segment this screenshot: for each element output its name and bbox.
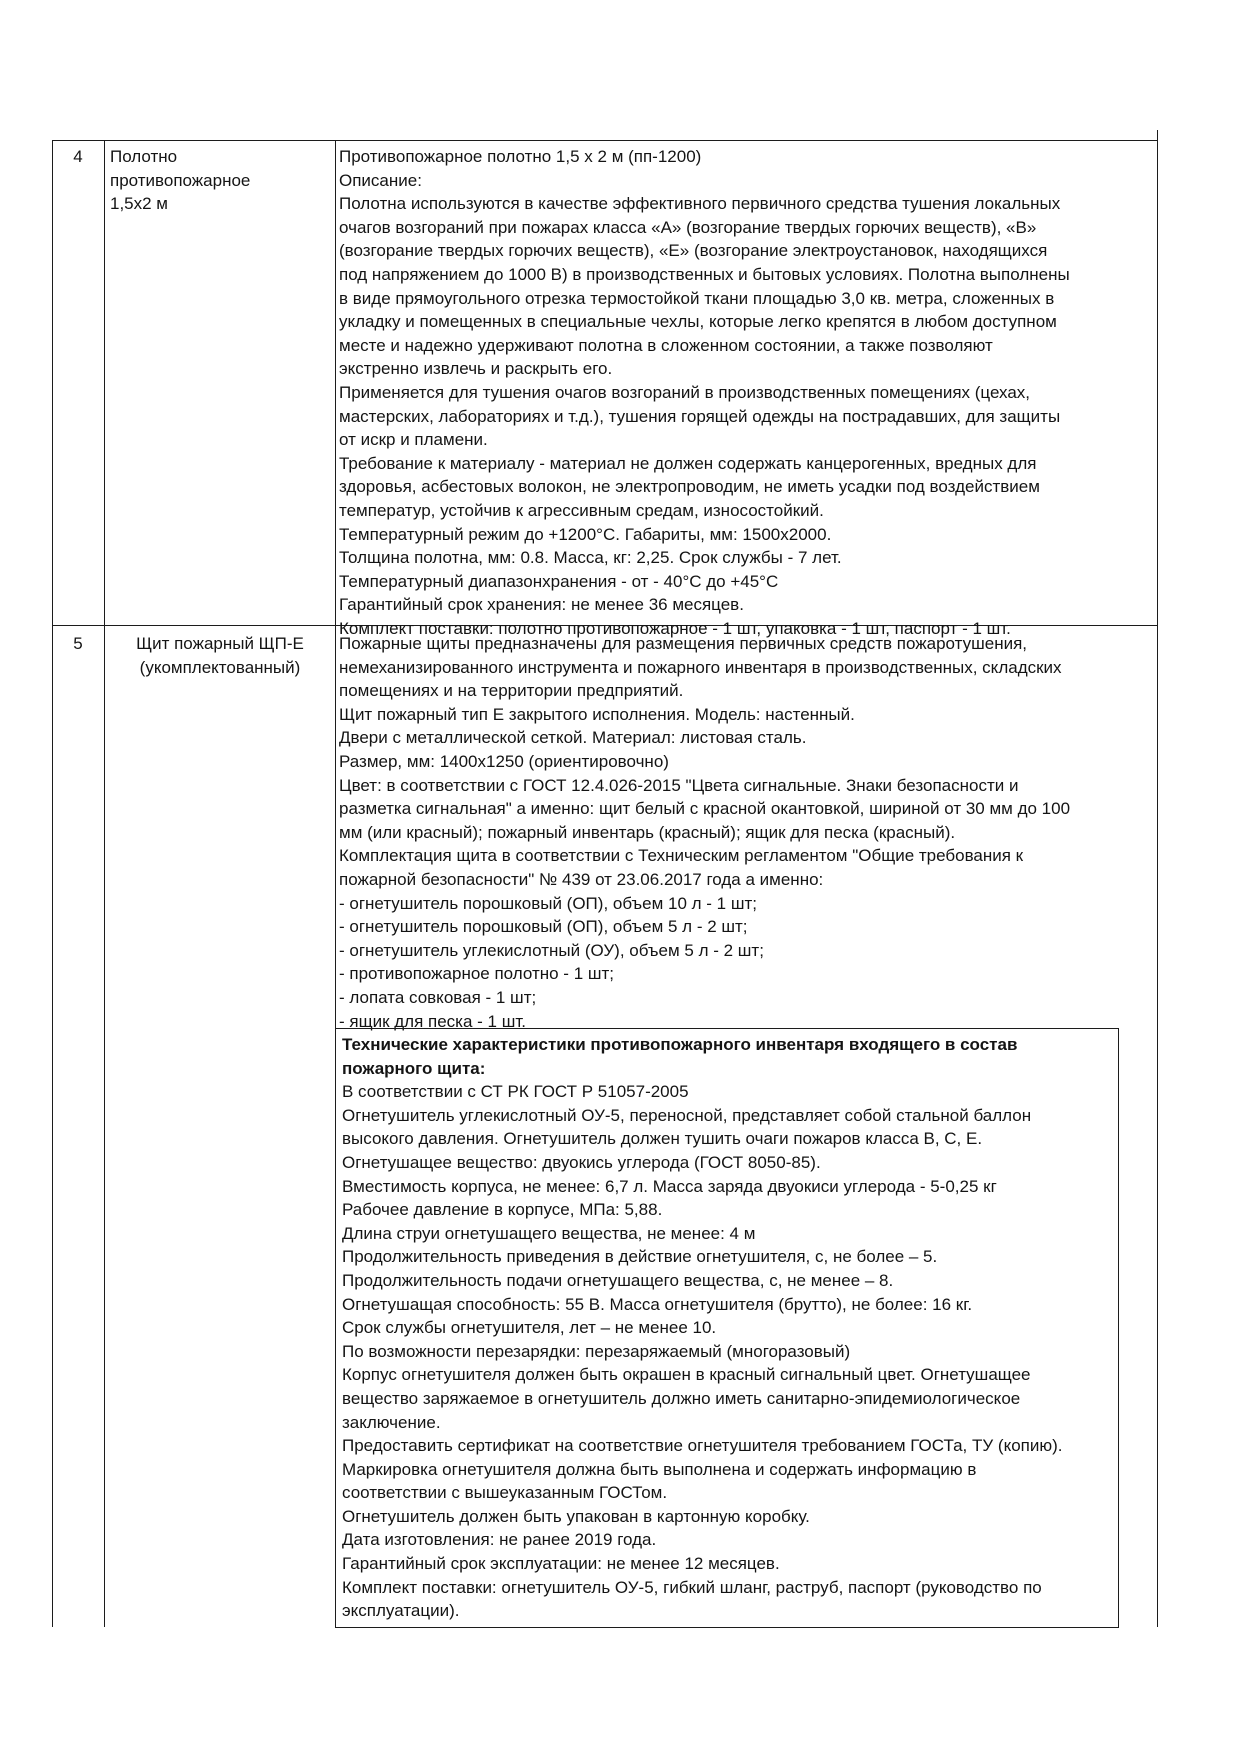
spec-line: Комплект поставки: огнетушитель ОУ-5, гибкий шланг, раструб, паспорт (руководство по [342,1577,1042,1597]
description-line: помещениях и на территории предприятий. [339,681,684,701]
description-line: Температурный диапазонхранения - от - 40°С до +45°С [339,571,779,591]
description-line: температур, устойчив к агрессивным средам, износостойкий. [339,500,824,520]
description-line: Пожарные щиты предназначены для размещения первичных средств пожаротушения, [339,634,1028,653]
item-name-line: 1,5х2 м [110,194,168,214]
description-line: - огнетушитель углекислотный (ОУ), объем 5 л - 2 шт; [339,940,764,960]
spec-line: Гарантийный срок эксплуатации: не менее 12 месяцев. [342,1554,780,1574]
description-line: Полотна используются в качестве эффективного первичного средства тушения локальных [339,194,1061,214]
description-line: Противопожарное полотно 1,5 х 2 м (пп-1200) [339,147,702,166]
description-line: Щит пожарный тип Е закрытого исполнения. Модель: настенный. [339,704,855,724]
description-line: Цвет: в соответствии с ГОСТ 12.4.026-2015 "Цвета сигнальные. Знаки безопасности и [339,775,1019,795]
spec-line: Корпус огнетушителя должен быть окрашен в красный сигнальный цвет. Огнетушащее [342,1365,1031,1385]
row-number: 5 [73,634,83,653]
description-line: Температурный режим до +1200°С. Габариты, мм: 1500х2000. [339,524,832,544]
spec-line: Огнетушитель углекислотный ОУ-5, переносной, представляет собой стальной баллон [342,1105,1032,1125]
description-line: - огнетушитель порошковый (ОП), объем 10 л - 1 шт; [339,893,757,913]
description-line: (возгорание твердых горючих веществ), «Е» (возгорание электроустановок, находящихся [339,241,1048,261]
description-line: Комплект поставки: полотно противопожарное - 1 шт, упаковка - 1 шт, паспорт - 1 шт. [339,618,1011,638]
description-line: пожарной безопасности" № 439 от 23.06.2017 года а именно: [339,869,824,889]
description-line: Размер, мм: 1400х1250 (ориентировочно) [339,751,669,771]
description-line: под напряжением до 1000 В) в производственных и бытовых условиях. Полотна выполнены [339,264,1070,284]
description-line: - ящик для песка - 1 шт. [339,1011,526,1031]
table-border-right [1157,130,1158,1627]
row-number: 4 [73,147,83,166]
spec-line: Длина струи огнетушащего вещества, не менее: 4 м [342,1223,756,1243]
description-line: Комплектация щита в соответствии с Техническим регламентом "Общие требования к [339,846,1024,866]
description-line: - лопата совковая - 1 шт; [339,987,537,1007]
spec-line: Продолжительность приведения в действие огнетушителя, с, не более – 5. [342,1247,938,1267]
spec-line: соответствии с вышеуказанным ГОСТом. [342,1483,668,1503]
description-line: Гарантийный срок хранения: не менее 36 месяцев. [339,595,744,615]
item-name [110,145,330,216]
description-line: мм (или красный); пожарный инвентарь (красный); ящик для песка (красный). [339,822,956,842]
description-line: - противопожарное полотно - 1 шт; [339,964,615,984]
description-line: Требование к материалу - материал не должен содержать канцерогенных, вредных для [339,453,1037,473]
item-description [339,145,1149,640]
description-line: Двери с металлической сеткой. Материал: листовая сталь. [339,728,807,748]
description-line: Применяется для тушения очагов возгораний в производственных помещениях (цехах, [339,382,1031,402]
description-line: Толщина полотна, мм: 0.8. Масса, кг: 2,25. Срок службы - 7 лет. [339,548,842,568]
column-divider-1 [104,140,105,1627]
table-border-top [52,140,1158,141]
spec-table [52,140,1158,1627]
item-name-line: (укомплектованный) [139,657,301,677]
description-line: в виде прямоугольного отрезка термостойкой ткани площадью 3,0 кв. метра, сложенных в [339,288,1055,308]
item-name-line: Полотно [110,147,178,166]
spec-heading-line: пожарного щита: [342,1058,486,1078]
spec-line: Предоставить сертификат на соответствие огнетушителя требованием ГОСТа, ТУ (копию). [342,1436,1063,1456]
description-line: месте и надежно удерживают полотна в сложенном состоянии, а также позволяют [339,335,993,355]
description-line: - огнетушитель порошковый (ОП), объем 5 л - 2 шт; [339,917,748,937]
description-line: здоровья, асбестовых волокон, не электропроводим, не иметь усадки под воздействием [339,477,1040,497]
item-description [339,632,1149,1033]
spec-line: высокого давления. Огнетушитель должен тушить очаги пожаров класса В, С, Е. [342,1129,983,1149]
extinguisher-spec [342,1033,1112,1623]
spec-line: заключение. [342,1412,441,1432]
table-border-left [52,140,53,1627]
item-name [110,632,330,679]
description-line: разметка сигнальная" а именно: щит белый с красной окантовкой, шириной от 30 мм до 100 [339,799,1071,819]
spec-line: вещество заряжаемое в огнетушитель должно иметь санитарно-эпидемиологическое [342,1388,1021,1408]
description-line: мастерских, лабораториях и т.д.), тушения горящей одежды на пострадавших, для защиты [339,406,1061,426]
item-name-line: Щит пожарный ЩП-Е [136,634,304,653]
description-line: от искр и пламени. [339,430,488,450]
spec-line: Срок службы огнетушителя, лет – не менее 10. [342,1318,717,1338]
description-line: экстренно извлечь и раскрыть его. [339,359,613,379]
spec-line: эксплуатации). [342,1601,460,1621]
spec-line: По возможности перезарядки: перезаряжаемый (многоразовый) [342,1341,851,1361]
spec-line: В соответствии с СТ РК ГОСТ Р 51057-2005 [342,1082,689,1102]
spec-line: Огнетушащее вещество: двуокись углерода (ГОСТ 8050-85). [342,1152,821,1172]
item-name-line: противопожарное [110,170,251,190]
spec-line: Огнетушащая способность: 55 В. Масса огнетушителя (брутто), не более: 16 кг. [342,1294,973,1314]
spec-line: Рабочее давление в корпусе, МПа: 5,88. [342,1200,663,1220]
spec-line: Вместимость корпуса, не менее: 6,7 л. Масса заряда двуокиси углерода - 5-0,25 кг [342,1176,997,1196]
description-line: очагов возгораний при пожарах класса «А» (возгорание твердых горючих веществ), «В» [339,217,1037,237]
description-line: немеханизированного инструмента и пожарного инвентаря в производственных, складских [339,657,1062,677]
description-line: укладку и помещенных в специальные чехлы, которые легко крепятся в любом доступном [339,312,1057,332]
spec-line: Огнетушитель должен быть упакован в картонную коробку. [342,1506,810,1526]
spec-line: Продолжительность подачи огнетушащего вещества, с, не менее – 8. [342,1270,894,1290]
spec-line: Дата изготовления: не ранее 2019 года. [342,1530,657,1550]
spec-heading-line: Технические характеристики противопожарного инвентаря входящего в состав [342,1035,1018,1054]
spec-line: Маркировка огнетушителя должна быть выполнена и содержать информацию в [342,1459,977,1479]
description-line: Описание: [339,170,422,190]
